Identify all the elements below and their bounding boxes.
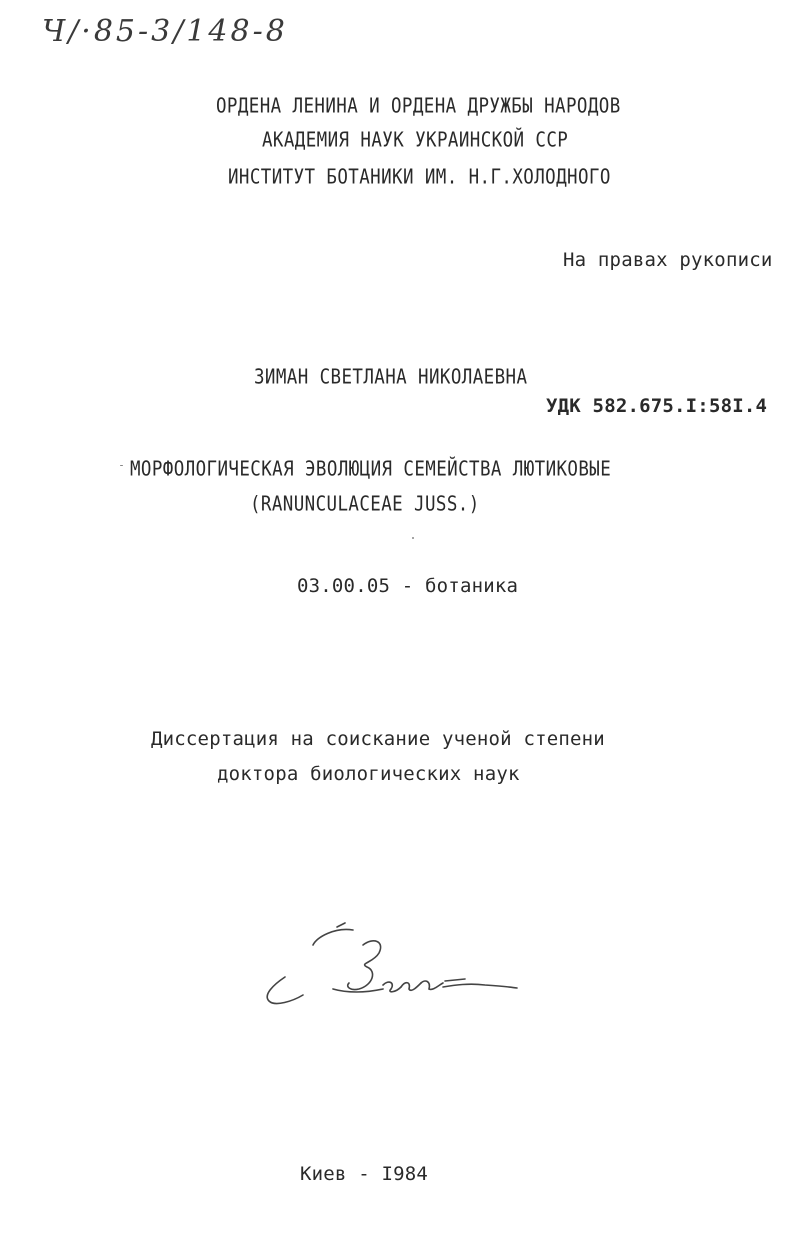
archive-mark: Ч/·85-3/148-8 xyxy=(42,14,288,49)
paper-speck xyxy=(412,537,414,539)
place-and-year: Киев - I984 xyxy=(300,1163,429,1185)
header-institute-line: ИНСТИТУТ БОТАНИКИ ИМ. Н.Г.ХОЛОДНОГО xyxy=(228,166,611,190)
header-academy-line: АКАДЕМИЯ НАУК УКРАИНСКОЙ ССР xyxy=(262,129,569,153)
dissertation-line-1: Диссертация на соискание ученой степени xyxy=(151,728,605,750)
author-name: ЗИМАН СВЕТЛАНА НИКОЛАЕВНА xyxy=(254,366,528,390)
dissertation-line-2: доктора биологических наук xyxy=(217,763,520,785)
title-line-2: (RANUNCULACEAE JUSS.) xyxy=(250,493,480,517)
paper-speck xyxy=(120,465,123,466)
specialty-code: 03.00.05 - ботаника xyxy=(297,575,519,597)
header-order-line: ОРДЕНА ЛЕНИНА И ОРДЕНА ДРУЖБЫ НАРОДОВ xyxy=(216,95,621,119)
title-line-1: МОРФОЛОГИЧЕСКАЯ ЭВОЛЮЦИЯ СЕМЕЙСТВА ЛЮТИКОВЫЕ xyxy=(130,458,612,482)
rights-note: На правах рукописи xyxy=(563,249,773,271)
author-signature xyxy=(255,915,535,1025)
udc-code: УДК 582.675.I:58I.4 xyxy=(546,395,768,417)
